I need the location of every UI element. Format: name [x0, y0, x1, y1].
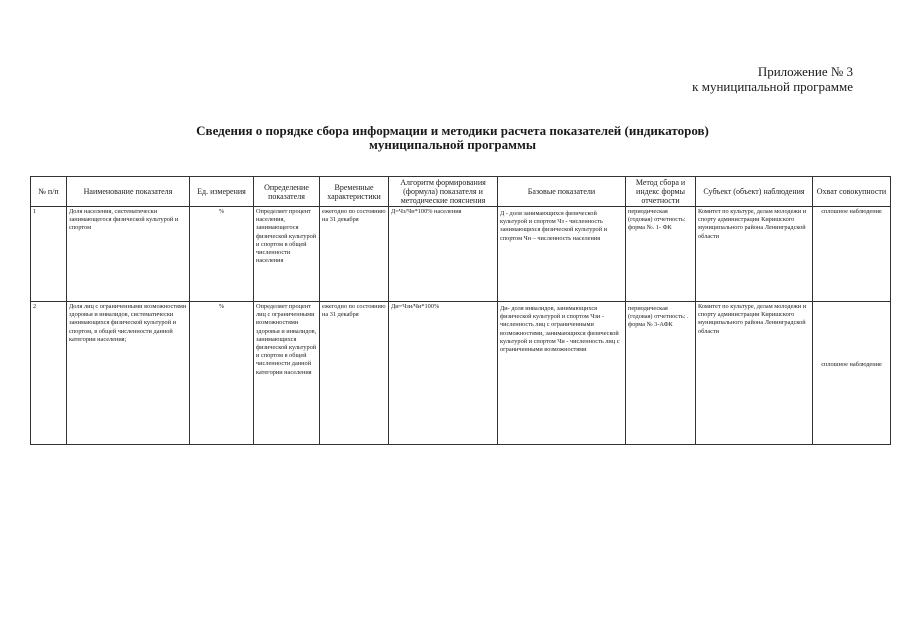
cell-subject: Комитет по культуре, делам молодежи и спорту администрации Киришского муниципального района Ленинградской области: [696, 207, 813, 302]
cell-time: ежегодно по состоянию на 31 декабря: [320, 302, 389, 445]
cell-coverage: [813, 302, 891, 445]
cell-definition: Определяет процент лиц с ограниченными возможностями здоровья и инвалидов, занимающихся физической культурой и спортом в общей численности данной категории населения: [254, 302, 320, 445]
cell-unit: %: [190, 207, 254, 302]
header-definition: Определение показателя: [254, 177, 320, 207]
table-row: [31, 207, 891, 302]
table-row: [31, 302, 891, 445]
cell-coverage: сплошное наблюдение: [813, 207, 891, 302]
cell-definition: Определяет процент населения, занимающегося физической культурой и спортом в общей численности населения: [254, 207, 320, 302]
header-num: № п/п: [31, 177, 67, 207]
cell-subject: Комитет по культуре, делам молодежи и спорту администрации Киришского муниципального района Ленинградской области: [696, 302, 813, 445]
header-method: Метод сбора и индекс формы отчетности: [626, 177, 696, 207]
cell-num: 2: [31, 302, 67, 445]
cell-algorithm: Д=Чз/Чн*100% населения: [389, 207, 498, 302]
header-base: Базовые показатели: [498, 177, 626, 207]
cell-base-text: Ди- доля инвалидов, занимающихся физической культурой и спортом Чзи - численность лиц с ограниченными возможностями, занимающихся физической культурой и спортом Чи - численность лиц с ограниченными возможностями: [500, 305, 620, 354]
header-time: Временные характеристики: [320, 177, 389, 207]
cell-name: Доля населения, систематически занимающегося физической культурой и спортом: [67, 207, 190, 302]
cell-name: Доля лиц с ограниченными возможностями здоровья и инвалидов, систематически занимающихся физической культурой и спортом, в общей численности данной категории населения;: [67, 302, 190, 445]
cell-algorithm: Ди=Чзи/Чи*100%: [389, 302, 498, 445]
cell-method-text: периодическая (годовая) отчетность: . форма № 3-АФК: [628, 305, 689, 329]
title-line-1: Сведения о порядке сбора информации и методики расчета показателей (индикаторов): [196, 123, 709, 138]
cell-base: [498, 302, 626, 445]
appendix-line-2: к муниципальной программе: [692, 79, 853, 94]
cell-method: [626, 302, 696, 445]
cell-num: 1: [31, 207, 67, 302]
cell-method: периодическая (годовая) отчетность: форма №. 1- ФК: [626, 207, 696, 302]
table-header-row: [31, 177, 891, 207]
indicators-table: [30, 176, 891, 445]
header-coverage: Охват совокупности: [813, 177, 891, 207]
header-subject: Субъект (объект) наблюдения: [696, 177, 813, 207]
title-line-2: муниципальной программы: [368, 137, 537, 152]
appendix-header: [692, 64, 853, 94]
cell-unit: %: [190, 302, 254, 445]
cell-base-text: Д - доля занимающихся физической культурой и спортом Чз - численность занимающихся физической культурой и спортом Чн – численность населения: [500, 210, 608, 242]
header-algorithm: Алгоритм формирования (формула) показателя и методические пояснения: [389, 177, 498, 207]
document-title: [0, 124, 905, 152]
header-unit: Ед. измерения: [190, 177, 254, 207]
appendix-line-1: Приложение № 3: [757, 64, 853, 79]
cell-coverage-text: сплошное наблюдение: [821, 361, 882, 368]
cell-time: ежегодно по состоянию на 31 декабря: [320, 207, 389, 302]
cell-base: [498, 207, 626, 302]
header-name: Наименование показателя: [67, 177, 190, 207]
